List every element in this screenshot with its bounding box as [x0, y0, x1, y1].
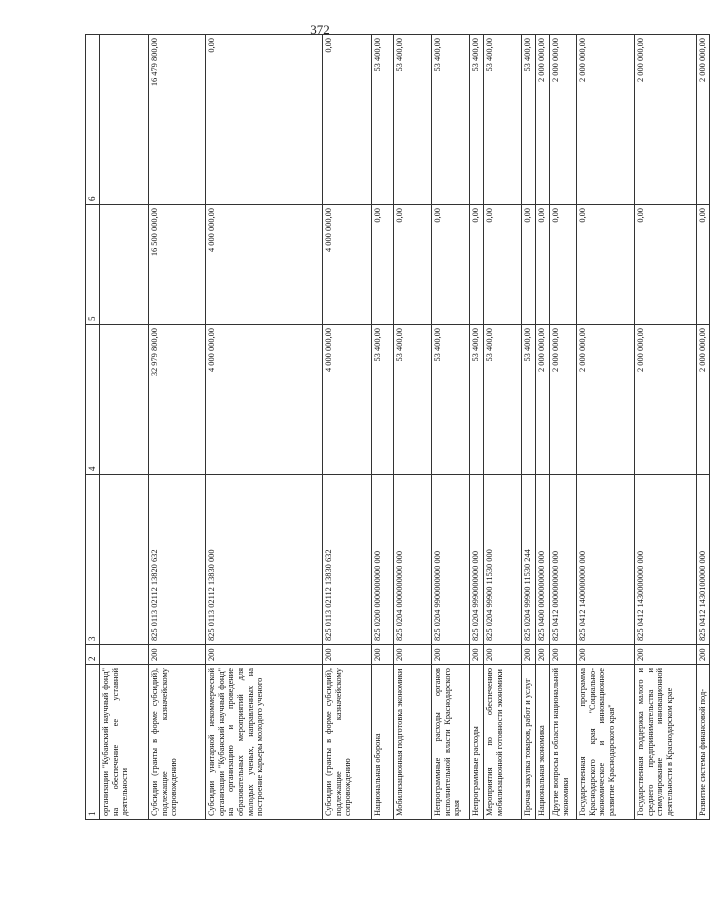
row-value-4: 2 000 000,00: [536, 325, 550, 475]
row-value-4: 2 000 000,00: [550, 325, 577, 475]
table-row: [323, 35, 372, 820]
row-name: Субсидии (гранты в форме субсидий), подлежащие казначейскому сопровождению: [323, 665, 372, 820]
row-value-5: 0,00: [432, 205, 470, 325]
row-value-5: 0,00: [522, 205, 536, 325]
row-col2: 200: [323, 645, 372, 665]
row-value-4: 4 000 000,00: [206, 325, 323, 475]
row-value-4: 4 000 000,00: [323, 325, 372, 475]
row-value-5: 4 000 000,00: [206, 205, 323, 325]
table-row: [432, 35, 470, 820]
row-name: Непрограммные расходы органов исполнительной власти Краснодарского края: [432, 665, 470, 820]
row-code: [100, 475, 149, 645]
row-code: 825 0412 0000000000 000: [550, 475, 577, 645]
row-name: Мероприятия по обеспечению мобилизационной готовности экономики: [484, 665, 522, 820]
row-col2: 200: [550, 645, 577, 665]
row-col2: 200: [372, 645, 394, 665]
row-name: организации "Кубанский научный фонд" на обеспечение ее уставной деятельности: [100, 665, 149, 820]
row-value-5: 0,00: [550, 205, 577, 325]
row-value-4: 53 400,00: [470, 325, 484, 475]
row-col2: 200: [470, 645, 484, 665]
row-name: Национальная оборона: [372, 665, 394, 820]
row-code: 825 0204 99900 11530 244: [522, 475, 536, 645]
row-code: 825 0204 99900 11530 000: [484, 475, 522, 645]
row-value-6: 0,00: [323, 35, 372, 205]
budget-table-wrapper: [85, 35, 707, 820]
row-value-4: 2 000 000,00: [697, 325, 710, 475]
row-value-5: 0,00: [372, 205, 394, 325]
row-code: 825 0113 02112 13820 632: [149, 475, 206, 645]
row-value-6: 2 000 000,00: [697, 35, 710, 205]
row-col2: 200: [577, 645, 635, 665]
row-col2: 200: [536, 645, 550, 665]
row-col2: 200: [484, 645, 522, 665]
row-value-5: 0,00: [394, 205, 432, 325]
row-name: Развитие системы финансовой под-: [697, 665, 710, 820]
table-row: [697, 35, 710, 820]
table-row: [550, 35, 577, 820]
row-code: 825 0200 0000000000 000: [372, 475, 394, 645]
row-value-5: 0,00: [536, 205, 550, 325]
table-row: [484, 35, 522, 820]
row-code: 825 0204 9900000000 000: [432, 475, 470, 645]
table-row: [577, 35, 635, 820]
row-value-5: 0,00: [577, 205, 635, 325]
row-name: Мобилизационная подготовка экономики: [394, 665, 432, 820]
row-name: Другие вопросы в области национальной экономики: [550, 665, 577, 820]
row-code: 825 0204 9990000000 000: [470, 475, 484, 645]
column-header: 6: [86, 35, 100, 205]
row-col2: 200: [697, 645, 710, 665]
column-header: 4: [86, 325, 100, 475]
row-value-6: 53 400,00: [522, 35, 536, 205]
row-value-6: 2 000 000,00: [577, 35, 635, 205]
row-name: Прочая закупка товаров, работ и услуг: [522, 665, 536, 820]
table-row: [536, 35, 550, 820]
row-col2: 200: [635, 645, 697, 665]
row-name: Непрограммные расходы: [470, 665, 484, 820]
column-header: 5: [86, 205, 100, 325]
row-code: 825 0412 1430100000 000: [697, 475, 710, 645]
row-value-5: 0,00: [635, 205, 697, 325]
row-value-6: 53 400,00: [432, 35, 470, 205]
row-name: Субсидии унитарной некоммерческой организации "Кубанский научный фонд" на организацию и проведение образовательных мероприятий для молодых ученых, направленных на построение карьеры молодого ученого: [206, 665, 323, 820]
row-value-6: 53 400,00: [372, 35, 394, 205]
table-row: [100, 35, 149, 820]
row-value-4: 53 400,00: [522, 325, 536, 475]
table-row: [149, 35, 206, 820]
row-value-4: 53 400,00: [372, 325, 394, 475]
row-value-6: [100, 35, 149, 205]
row-code: 825 0204 0000000000 000: [394, 475, 432, 645]
row-col2: 200: [149, 645, 206, 665]
column-header: 1: [86, 665, 100, 820]
row-value-6: 2 000 000,00: [536, 35, 550, 205]
column-header: 3: [86, 475, 100, 645]
row-name: Государственная поддержка малого и среднего предпринимательства и стимулирование инновационной деятельности в Краснодарском крае: [635, 665, 697, 820]
table-row: [522, 35, 536, 820]
row-value-6: 2 000 000,00: [635, 35, 697, 205]
table-row: [394, 35, 432, 820]
row-name: Национальная экономика: [536, 665, 550, 820]
row-value-6: 2 000 000,00: [550, 35, 577, 205]
row-value-5: 0,00: [470, 205, 484, 325]
row-name: Субсидии (гранты в форме субсидий), подлежащие казначейскому сопровождению: [149, 665, 206, 820]
row-value-6: 0,00: [206, 35, 323, 205]
row-value-6: 53 400,00: [470, 35, 484, 205]
row-col2: 200: [522, 645, 536, 665]
row-value-5: 16 500 000,00: [149, 205, 206, 325]
row-name: Государственная программа Краснодарского края "Социально-экономическое и инновационное развитие Краснодарского края": [577, 665, 635, 820]
row-value-6: 16 479 800,00: [149, 35, 206, 205]
row-value-6: 53 400,00: [484, 35, 522, 205]
row-value-4: 53 400,00: [484, 325, 522, 475]
row-value-5: 0,00: [484, 205, 522, 325]
row-value-4: 53 400,00: [394, 325, 432, 475]
row-code: 825 0412 1400000000 000: [577, 475, 635, 645]
page-number: 372: [310, 22, 330, 37]
row-value-4: 53 400,00: [432, 325, 470, 475]
row-col2: 200: [394, 645, 432, 665]
row-code: 825 0113 02112 13830 632: [323, 475, 372, 645]
row-value-6: 53 400,00: [394, 35, 432, 205]
table-row: [372, 35, 394, 820]
table-row: [206, 35, 323, 820]
column-header: 2: [86, 645, 100, 665]
table-header-row: [86, 35, 100, 820]
row-value-5: [100, 205, 149, 325]
budget-table: [85, 34, 710, 820]
table-row: [470, 35, 484, 820]
row-code: 825 0412 1430000000 000: [635, 475, 697, 645]
table-row: [635, 35, 697, 820]
row-col2: [100, 645, 149, 665]
row-value-4: 2 000 000,00: [635, 325, 697, 475]
row-value-4: 32 979 800,00: [149, 325, 206, 475]
row-value-4: [100, 325, 149, 475]
row-col2: 200: [432, 645, 470, 665]
row-col2: 200: [206, 645, 323, 665]
row-code: 825 0113 02112 13830 000: [206, 475, 323, 645]
row-value-4: 2 000 000,00: [577, 325, 635, 475]
row-value-5: 0,00: [697, 205, 710, 325]
row-code: 825 0400 0000000000 000: [536, 475, 550, 645]
row-value-5: 4 000 000,00: [323, 205, 372, 325]
